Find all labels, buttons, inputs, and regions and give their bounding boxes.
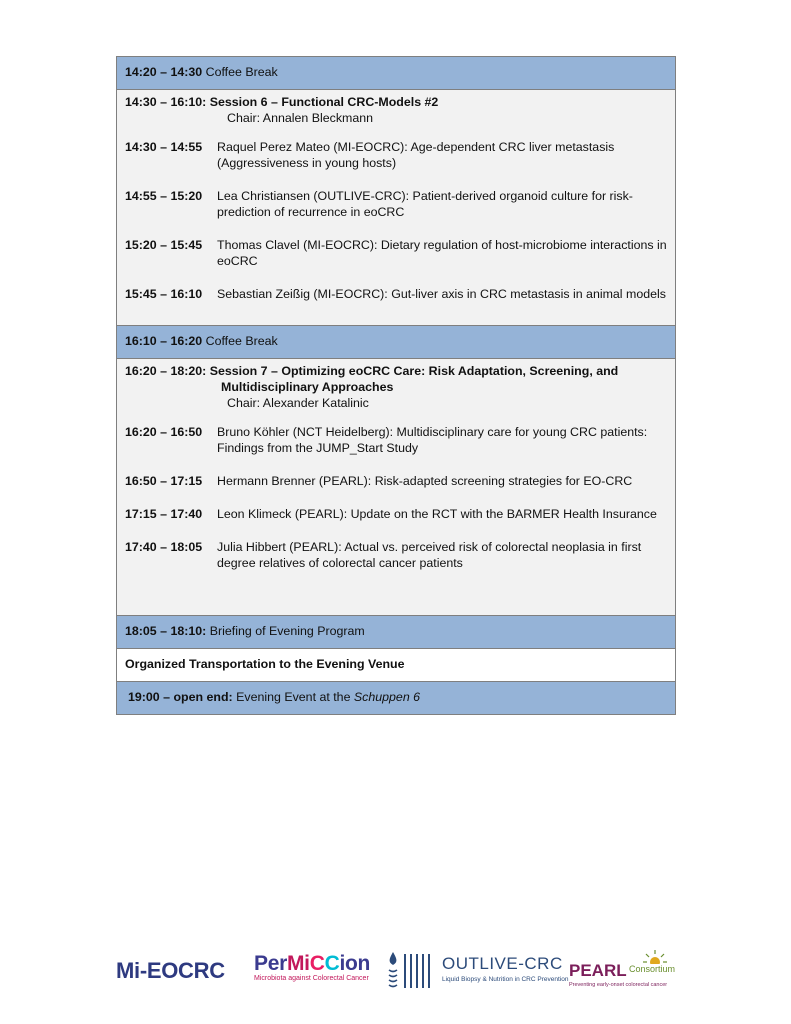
footer-logos	[0, 940, 791, 1000]
venue-name: Schuppen 6	[353, 690, 421, 704]
mi-eocrc-logo: Mi-EOCRC	[116, 958, 225, 983]
briefing-row	[117, 616, 675, 649]
row-time: 16:10 – 16:20	[125, 334, 203, 348]
logo-text: C	[324, 952, 340, 975]
talk-item	[125, 286, 667, 302]
talk-time: 17:15 – 17:40	[125, 507, 203, 521]
logo-text: Per	[254, 952, 287, 975]
outlive-crc-logo	[386, 948, 569, 992]
session-7-heading-cont: Multidisciplinary Approaches	[221, 380, 394, 394]
talk-item	[125, 237, 667, 269]
session-7-heading: 16:20 – 18:20: Session 7 – Optimizing eoCRC Care: Risk Adaptation, Screening, and	[125, 364, 619, 378]
talk-item	[125, 506, 667, 522]
schedule-table	[116, 56, 676, 715]
talk-description: Bruno Köhler (NCT Heidelberg): Multidisciplinary care for young CRC patients: Findings from the JUMP_Start Study	[217, 425, 648, 455]
talk-time: 16:50 – 17:15	[125, 474, 203, 488]
session-6-chair: Chair: Annalen Bleckmann	[227, 111, 374, 125]
evening-event-row	[117, 682, 675, 715]
talk-description: Julia Hibbert (PEARL): Actual vs. perceived risk of colorectal neoplasia in first degree relatives of colorectal cancer patients	[217, 540, 642, 570]
talk-time: 17:40 – 18:05	[125, 540, 203, 554]
outlive-name: OUTLIVE-CRC	[442, 954, 563, 973]
row-time: 14:20 – 14:30	[125, 65, 203, 79]
talk-description: Raquel Perez Mateo (MI-EOCRC): Age-dependent CRC liver metastasis (Aggressiveness in young hosts)	[217, 140, 615, 170]
talk-item	[125, 539, 667, 571]
session-6-row	[117, 90, 675, 326]
talk-item	[125, 188, 667, 220]
coffee-break-row-1	[117, 57, 675, 90]
pearl-name: PEARL	[569, 961, 627, 980]
talk-description: Lea Christiansen (OUTLIVE-CRC): Patient-derived organoid culture for risk-prediction of recurrence in eoCRC	[217, 189, 633, 219]
sun-icon	[643, 950, 667, 964]
transportation-row	[117, 649, 675, 682]
talk-time: 14:55 – 15:20	[125, 189, 203, 203]
session-7-row	[117, 359, 675, 616]
row-text: Organized Transportation to the Evening Venue	[125, 657, 405, 671]
permiccion-logo	[254, 952, 370, 982]
logo-text: M	[286, 952, 305, 975]
pearl-consortium-logo	[569, 950, 689, 994]
permiccion-tagline: Microbiota against Colorectal Cancer	[254, 975, 369, 982]
coffee-break-row-2	[117, 326, 675, 359]
outlive-tagline: Liquid Biopsy & Nutrition in CRC Prevention	[442, 976, 569, 983]
talk-description: Leon Klimeck (PEARL): Update on the RCT with the BARMER Health Insurance	[217, 507, 657, 521]
talk-time: 14:30 – 14:55	[125, 140, 203, 154]
row-text: Briefing of Evening Program	[206, 624, 365, 638]
session-6-heading: 14:30 – 16:10: Session 6 – Functional CRC-Models #2	[125, 95, 439, 109]
row-time: 18:05 – 18:10:	[125, 624, 207, 638]
talk-description: Thomas Clavel (MI-EOCRC): Dietary regulation of host-microbiome interactions in eoCRC	[217, 238, 667, 268]
talk-description: Hermann Brenner (PEARL): Risk-adapted screening strategies for EO-CRC	[217, 474, 633, 488]
row-text: Coffee Break	[202, 65, 278, 79]
session-7-chair: Chair: Alexander Katalinic	[227, 396, 369, 410]
talk-item	[125, 424, 667, 456]
talk-item	[125, 473, 667, 489]
pearl-tagline: Preventing early-onset colorectal cancer	[569, 982, 668, 988]
row-time: 19:00 – open end:	[128, 690, 233, 704]
talk-item	[125, 139, 667, 171]
talk-time: 15:20 – 15:45	[125, 238, 203, 252]
talk-time: 15:45 – 16:10	[125, 287, 203, 301]
outlive-mark-icon	[386, 948, 438, 992]
row-text: Coffee Break	[202, 334, 278, 348]
logo-text: ion	[339, 952, 371, 975]
talk-time: 16:20 – 16:50	[125, 425, 203, 439]
pearl-consortium-label: Consortium	[629, 964, 676, 974]
talk-description: Sebastian Zeißig (MI-EOCRC): Gut-liver axis in CRC metastasis in animal models	[217, 287, 666, 301]
logo-text: i	[304, 952, 310, 975]
row-text: Evening Event at the	[232, 690, 354, 704]
logo-text: C	[309, 952, 325, 975]
